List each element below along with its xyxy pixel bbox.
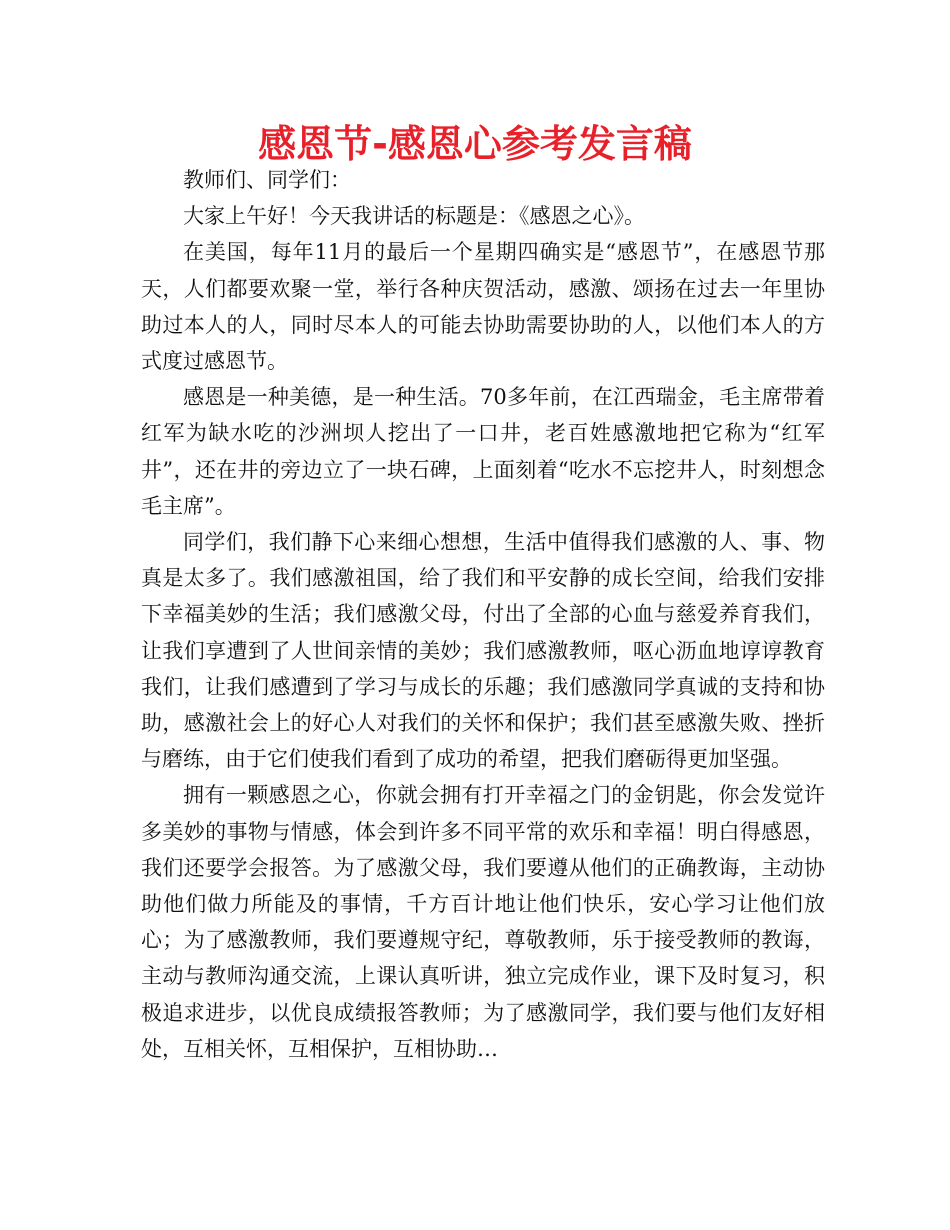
paragraph-greeting: 大家上午好！今天我讲话的标题是：《感恩之心》。: [183, 204, 645, 229]
paragraph-red-army-well: 感恩是一种美德，是一种生活。70多年前，在江西瑞金，毛主席带着红军为缺水吃的沙洲坝人挖出了一口井，老百姓感激地把它称为“红军井”，还在井的旁边立了一块石碑，上面刻着“吃水不忘挖井人，时刻想念毛主席”。: [141, 385, 825, 518]
document-body: [141, 162, 825, 1067]
document-title: 感恩节-感恩心参考发言稿: [258, 122, 692, 166]
paragraph-salutation: 教师们、同学们：: [183, 168, 351, 192]
paragraph-gratitude-list: 同学们，我们静下心来细心想想，生活中值得我们感激的人、事、物真是太多了。我们感激祖国，给了我们和平安静的成长空间，给我们安排下幸福美妙的生活；我们感激父母，付出了全部的心血与慈爱养育我们，让我们享遭到了人世间亲情的美妙；我们感激教师，呕心沥血地谆谆教育我们，让我们感遭到了学习与成长的乐趣；我们感激同学真诚的支持和协助，感激社会上的好心人对我们的关怀和保护；我们甚至感激失败、挫折与磨练，由于它们使我们看到了成功的希望，把我们磨砺得更加坚强。: [141, 530, 825, 772]
paragraph-repay-kindness: 拥有一颗感恩之心，你就会拥有打开幸福之门的金钥匙，你会发觉许多美妙的事物与情感，体会到许多不同平常的欢乐和幸福！明白得感恩，我们还要学会报答。为了感激父母，我们要遵从他们的正确教诲，主动协助他们做力所能及的事情，千方百计地让他们快乐，安心学习让他们放心；为了感激教师，我们要遵规守纪，尊敬教师，乐于接受教师的教诲，主动与教师沟通交流，上课认真听讲，独立完成作业，课下及时复习，积极追求进步，以优良成绩报答教师；为了感激同学，我们要与他们友好相处，互相关怀，互相保护，互相协助…: [141, 783, 825, 1061]
paragraph-thanksgiving-origin: 在美国，每年11月的最后一个星期四确实是“感恩节”，在感恩节那天，人们都要欢聚一堂，举行各种庆贺活动，感激、颂扬在过去一年里协助过本人的人，同时尽本人的可能去协助需要协助的人，以他们本人的方式度过感恩节。: [141, 240, 825, 374]
